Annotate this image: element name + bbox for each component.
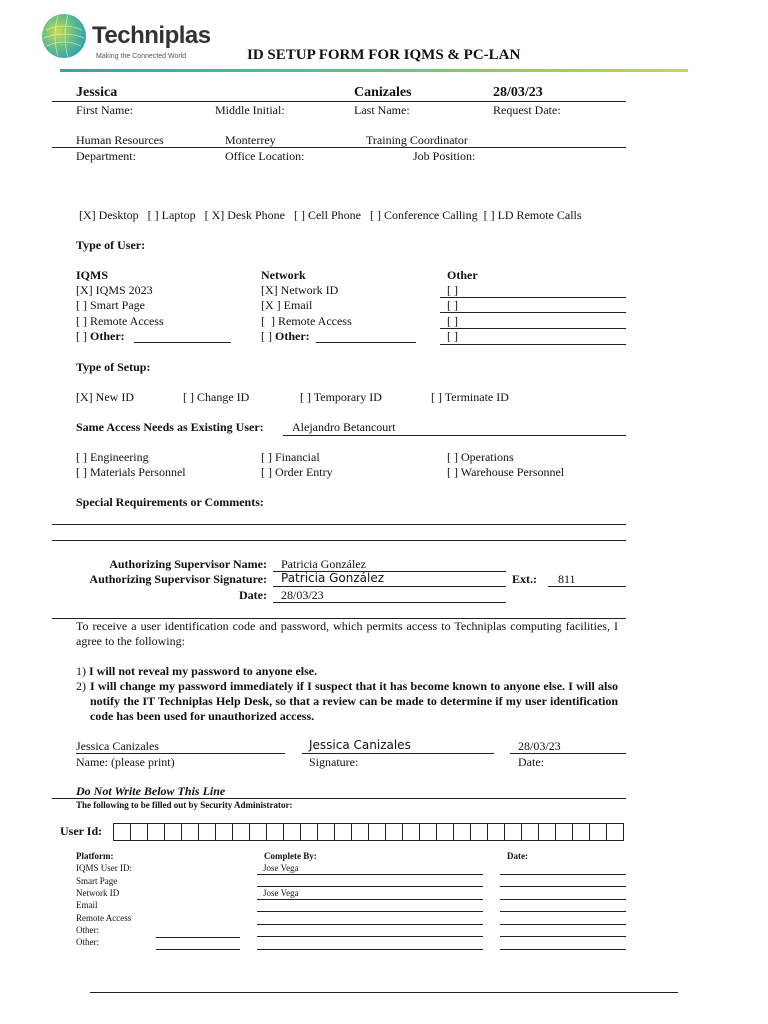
special-requirements-label: Special Requirements or Comments: bbox=[76, 495, 264, 509]
other-heading: Other bbox=[447, 268, 478, 282]
complete-by-line bbox=[257, 874, 483, 875]
comments-line bbox=[52, 524, 626, 525]
platform-item: Network ID bbox=[76, 888, 120, 898]
iqms-other-label: Other: bbox=[90, 329, 125, 343]
request-date-value: 28/03/23 bbox=[493, 85, 543, 100]
other-line bbox=[440, 312, 626, 313]
agreement-item-1-number: 1) bbox=[76, 664, 86, 678]
signoff-name-value: Jessica Canizales bbox=[76, 739, 159, 753]
footer-line bbox=[90, 992, 678, 993]
platform-heading: Platform: bbox=[76, 851, 114, 861]
other-platform-line bbox=[156, 949, 240, 950]
platform-item: IQMS User ID: bbox=[76, 863, 132, 873]
supervisor-signature-label: Authorizing Supervisor Signature: bbox=[89, 572, 267, 586]
other-option: [ ] bbox=[447, 298, 458, 312]
iqms-other bbox=[76, 329, 125, 344]
network-other-line bbox=[316, 342, 416, 343]
network-option: [X] Network ID bbox=[261, 283, 339, 297]
admin-date-line bbox=[500, 936, 626, 937]
network-other-label: Other: bbox=[275, 329, 310, 343]
signoff-date-value: 28/03/23 bbox=[518, 739, 561, 753]
name-line bbox=[52, 101, 626, 102]
iqms-heading: IQMS bbox=[76, 268, 109, 282]
type-of-setup-heading: Type of Setup: bbox=[76, 360, 151, 374]
other-option: [ ] bbox=[447, 283, 458, 297]
iqms-option: [X] IQMS 2023 bbox=[76, 283, 153, 297]
office-location-value: Monterrey bbox=[225, 133, 276, 147]
department-label: Department: bbox=[76, 149, 136, 163]
admin-divider bbox=[52, 798, 626, 799]
setup-option: [ ] Temporary ID bbox=[300, 390, 382, 404]
network-other-checkbox: [ ] bbox=[261, 329, 275, 343]
complete-by-line bbox=[257, 936, 483, 937]
iqms-option: [ ] Smart Page bbox=[76, 298, 145, 312]
complete-by-line bbox=[257, 911, 483, 912]
complete-by-line bbox=[257, 886, 483, 887]
setup-option: [X] New ID bbox=[76, 390, 134, 404]
same-access-value: Alejandro Betancourt bbox=[292, 420, 396, 434]
complete-by-line bbox=[257, 949, 483, 950]
department-option: [ ] Warehouse Personnel bbox=[447, 465, 565, 479]
department-option: [ ] Engineering bbox=[76, 450, 149, 464]
request-date-label: Request Date: bbox=[493, 103, 561, 117]
last-name-value: Canizales bbox=[354, 85, 412, 100]
department-option: [ ] Operations bbox=[447, 450, 514, 464]
network-other bbox=[261, 329, 310, 344]
platform-item: Other: bbox=[76, 937, 99, 947]
admin-date-line bbox=[500, 924, 626, 925]
signoff-name-label: Name: (please print) bbox=[76, 755, 175, 769]
signoff-signature-line bbox=[302, 753, 494, 754]
date-heading: Date: bbox=[507, 851, 528, 861]
complete-by-network: Jose Vega bbox=[263, 888, 299, 898]
other-line bbox=[440, 297, 626, 298]
comments-line bbox=[52, 540, 626, 541]
department-line bbox=[52, 147, 626, 148]
signoff-signature-label: Signature: bbox=[309, 755, 359, 769]
signoff-signature-value: Jessica Canizales bbox=[309, 738, 411, 752]
iqms-other-line bbox=[134, 342, 231, 343]
platform-item: Smart Page bbox=[76, 876, 118, 886]
supervisor-name-value: Patricia González bbox=[281, 557, 366, 571]
platform-item: Remote Access bbox=[76, 913, 132, 923]
agreement-item-1 bbox=[76, 664, 317, 679]
other-option: [ ] bbox=[447, 329, 458, 343]
admin-date-line bbox=[500, 899, 626, 900]
header-divider bbox=[60, 69, 688, 72]
supervisor-signature-value: Patricia González bbox=[281, 571, 385, 585]
complete-by-line bbox=[257, 924, 483, 925]
admin-date-line bbox=[500, 911, 626, 912]
iqms-other-checkbox: [ ] bbox=[76, 329, 90, 343]
auth-date-line bbox=[273, 602, 506, 603]
other-option: [ ] bbox=[447, 314, 458, 328]
middle-initial-label: Middle Initial: bbox=[215, 103, 285, 117]
agreement-item-1-text: I will not reveal my password to anyone else. bbox=[89, 664, 318, 678]
department-option: [ ] Order Entry bbox=[261, 465, 333, 479]
department-option: [ ] Financial bbox=[261, 450, 320, 464]
complete-by-heading: Complete By: bbox=[264, 851, 317, 861]
network-option: [ ] Remote Access bbox=[261, 314, 352, 328]
user-id-boxes bbox=[113, 823, 624, 841]
agreement-item-2-number: 2) bbox=[76, 679, 86, 693]
department-option: [ ] Materials Personnel bbox=[76, 465, 186, 479]
other-platform-line bbox=[156, 937, 240, 938]
first-name-value: Jessica bbox=[76, 85, 118, 100]
supervisor-signature-line bbox=[273, 586, 506, 587]
auth-date-label: Date: bbox=[239, 588, 267, 602]
admin-date-line bbox=[500, 949, 626, 950]
iqms-option: [ ] Remote Access bbox=[76, 314, 164, 328]
do-not-write-notice: Do Not Write Below This Line bbox=[76, 784, 226, 798]
office-location-label: Office Location: bbox=[225, 149, 305, 163]
ext-label: Ext.: bbox=[512, 572, 537, 586]
job-position-value: Training Coordinator bbox=[366, 133, 468, 147]
equipment-checklist: [X] Desktop [ ] Laptop [ X] Desk Phone [ ] Cell Phone [ ] Conference Calling [ ] LD Remote Calls bbox=[79, 208, 582, 222]
same-access-line bbox=[283, 435, 626, 436]
last-name-label: Last Name: bbox=[354, 103, 410, 117]
complete-by-line bbox=[257, 899, 483, 900]
ext-line bbox=[548, 586, 626, 587]
company-name: Techniplas bbox=[92, 22, 211, 49]
setup-option: [ ] Change ID bbox=[183, 390, 250, 404]
job-position-label: Job Position: bbox=[413, 149, 476, 163]
other-line bbox=[440, 344, 626, 345]
type-of-user-heading: Type of User: bbox=[76, 238, 146, 252]
admin-date-line bbox=[500, 886, 626, 887]
platform-item: Other: bbox=[76, 925, 99, 935]
signoff-date-label: Date: bbox=[518, 755, 544, 769]
same-access-label: Same Access Needs as Existing User: bbox=[76, 420, 264, 434]
admin-instruction: The following to be filled out by Security Administrator: bbox=[76, 800, 293, 810]
user-id-label: User Id: bbox=[60, 824, 103, 838]
agreement-intro: To receive a user identification code and password, which permits access to Techniplas computing facilities, I agree to the following: bbox=[76, 619, 618, 648]
platform-item: Email bbox=[76, 900, 98, 910]
other-line bbox=[440, 328, 626, 329]
signoff-name-line bbox=[76, 753, 285, 754]
network-option: [X ] Email bbox=[261, 298, 313, 312]
auth-date-value: 28/03/23 bbox=[281, 588, 324, 602]
supervisor-name-label: Authorizing Supervisor Name: bbox=[109, 557, 267, 571]
complete-by-iqms: Jose Vega bbox=[263, 863, 299, 873]
signoff-date-line bbox=[510, 753, 626, 754]
form-title: ID SETUP FORM FOR IQMS & PC-LAN bbox=[247, 47, 521, 63]
techniplas-logo-icon bbox=[40, 12, 88, 60]
first-name-label: First Name: bbox=[76, 103, 133, 117]
agreement-item-2-text: I will change my password immediately if I suspect that it has become known to anyone else. I will also notify the IT Techniplas Help Desk, so that a review can be made to determine if my user identification code has been used for unauthorized access. bbox=[90, 679, 618, 723]
setup-option: [ ] Terminate ID bbox=[431, 390, 509, 404]
company-tagline: Making the Connected World bbox=[96, 53, 187, 60]
admin-date-line bbox=[500, 874, 626, 875]
ext-value: 811 bbox=[558, 572, 576, 586]
department-value: Human Resources bbox=[76, 133, 164, 147]
network-heading: Network bbox=[261, 268, 306, 282]
